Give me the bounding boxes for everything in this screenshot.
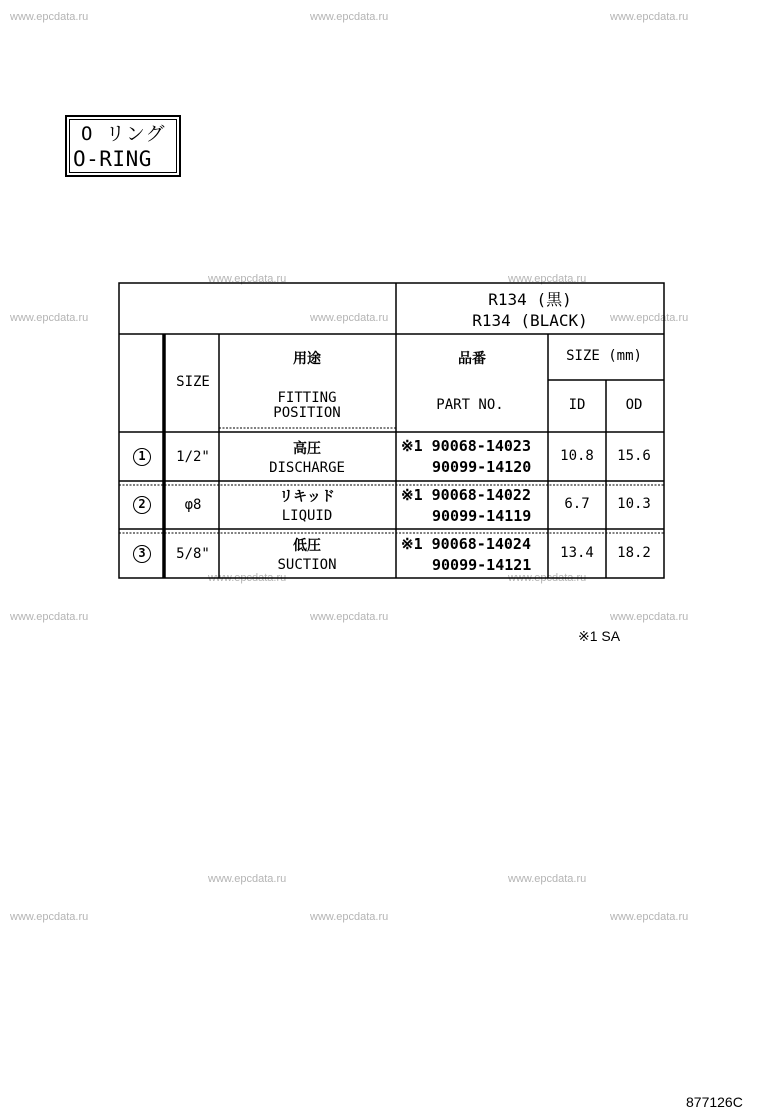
row-number-2: 2	[133, 496, 151, 514]
watermark: www.epcdata.ru	[10, 611, 89, 623]
row-3-part-no-2: 90099-14121	[432, 556, 532, 574]
header-size: SIZE	[176, 374, 210, 390]
header-fitting-en-2: POSITION	[273, 405, 341, 421]
row-number-3: 3	[133, 545, 151, 563]
title-box	[65, 115, 181, 177]
refrigerant-label-jp: R134 (黒)	[488, 290, 572, 309]
row-2-od: 10.3	[617, 496, 651, 512]
row-2-part-no-2: 90099-14119	[432, 507, 532, 525]
title-jp: O リング	[81, 123, 166, 145]
watermark: www.epcdata.ru	[208, 873, 287, 885]
watermark: www.epcdata.ru	[10, 911, 89, 923]
watermark: www.epcdata.ru	[310, 911, 389, 923]
watermark: www.epcdata.ru	[610, 11, 689, 23]
row-3-od: 18.2	[617, 545, 651, 561]
watermark: www.epcdata.ru	[508, 873, 587, 885]
title-en: O-RING	[73, 147, 152, 171]
watermark: www.epcdata.ru	[208, 273, 287, 285]
row-1-position-jp: 高圧	[293, 441, 321, 457]
watermark: www.epcdata.ru	[610, 312, 689, 324]
row-2-size: φ8	[184, 497, 202, 513]
row-1-size: 1/2"	[176, 449, 210, 465]
watermark: www.epcdata.ru	[310, 312, 389, 324]
row-2-id: 6.7	[564, 496, 590, 512]
row-3-size: 5/8"	[176, 546, 210, 562]
header-size-mm: SIZE (mm)	[566, 348, 642, 364]
row-1-part-no-2: 90099-14120	[432, 458, 532, 476]
row-2-position-en: LIQUID	[281, 508, 333, 524]
row-1-position-en: DISCHARGE	[269, 460, 345, 476]
watermark: www.epcdata.ru	[508, 273, 587, 285]
figure-code: 877126C	[686, 1094, 743, 1110]
header-id: ID	[568, 397, 586, 413]
header-fitting-en-1: FITTING	[277, 390, 337, 406]
footnote: ※1 SA	[578, 628, 621, 644]
row-1-id: 10.8	[560, 448, 594, 464]
row-1-part-no-1: ※1 90068-14023	[401, 437, 531, 455]
header-fitting-jp: 用途	[293, 351, 321, 367]
watermark: www.epcdata.ru	[310, 11, 389, 23]
header-part-jp: 品番	[458, 351, 486, 367]
watermark: www.epcdata.ru	[610, 611, 689, 623]
watermark: www.epcdata.ru	[10, 312, 89, 324]
watermark: www.epcdata.ru	[10, 11, 89, 23]
row-number-1: 1	[133, 448, 151, 466]
watermark: www.epcdata.ru	[610, 911, 689, 923]
watermark: www.epcdata.ru	[508, 572, 587, 584]
watermark: www.epcdata.ru	[310, 611, 389, 623]
watermark: www.epcdata.ru	[208, 572, 287, 584]
row-3-position-jp: 低圧	[293, 538, 321, 554]
header-part-en: PART NO.	[436, 397, 504, 413]
refrigerant-label-en: R134 (BLACK)	[472, 311, 588, 330]
row-1-od: 15.6	[617, 448, 651, 464]
row-3-part-no-1: ※1 90068-14024	[401, 535, 531, 553]
row-2-position-jp: リキッド	[279, 489, 335, 505]
row-3-position-en: SUCTION	[277, 557, 337, 573]
header-od: OD	[625, 397, 643, 413]
row-3-id: 13.4	[560, 545, 594, 561]
row-2-part-no-1: ※1 90068-14022	[401, 486, 531, 504]
